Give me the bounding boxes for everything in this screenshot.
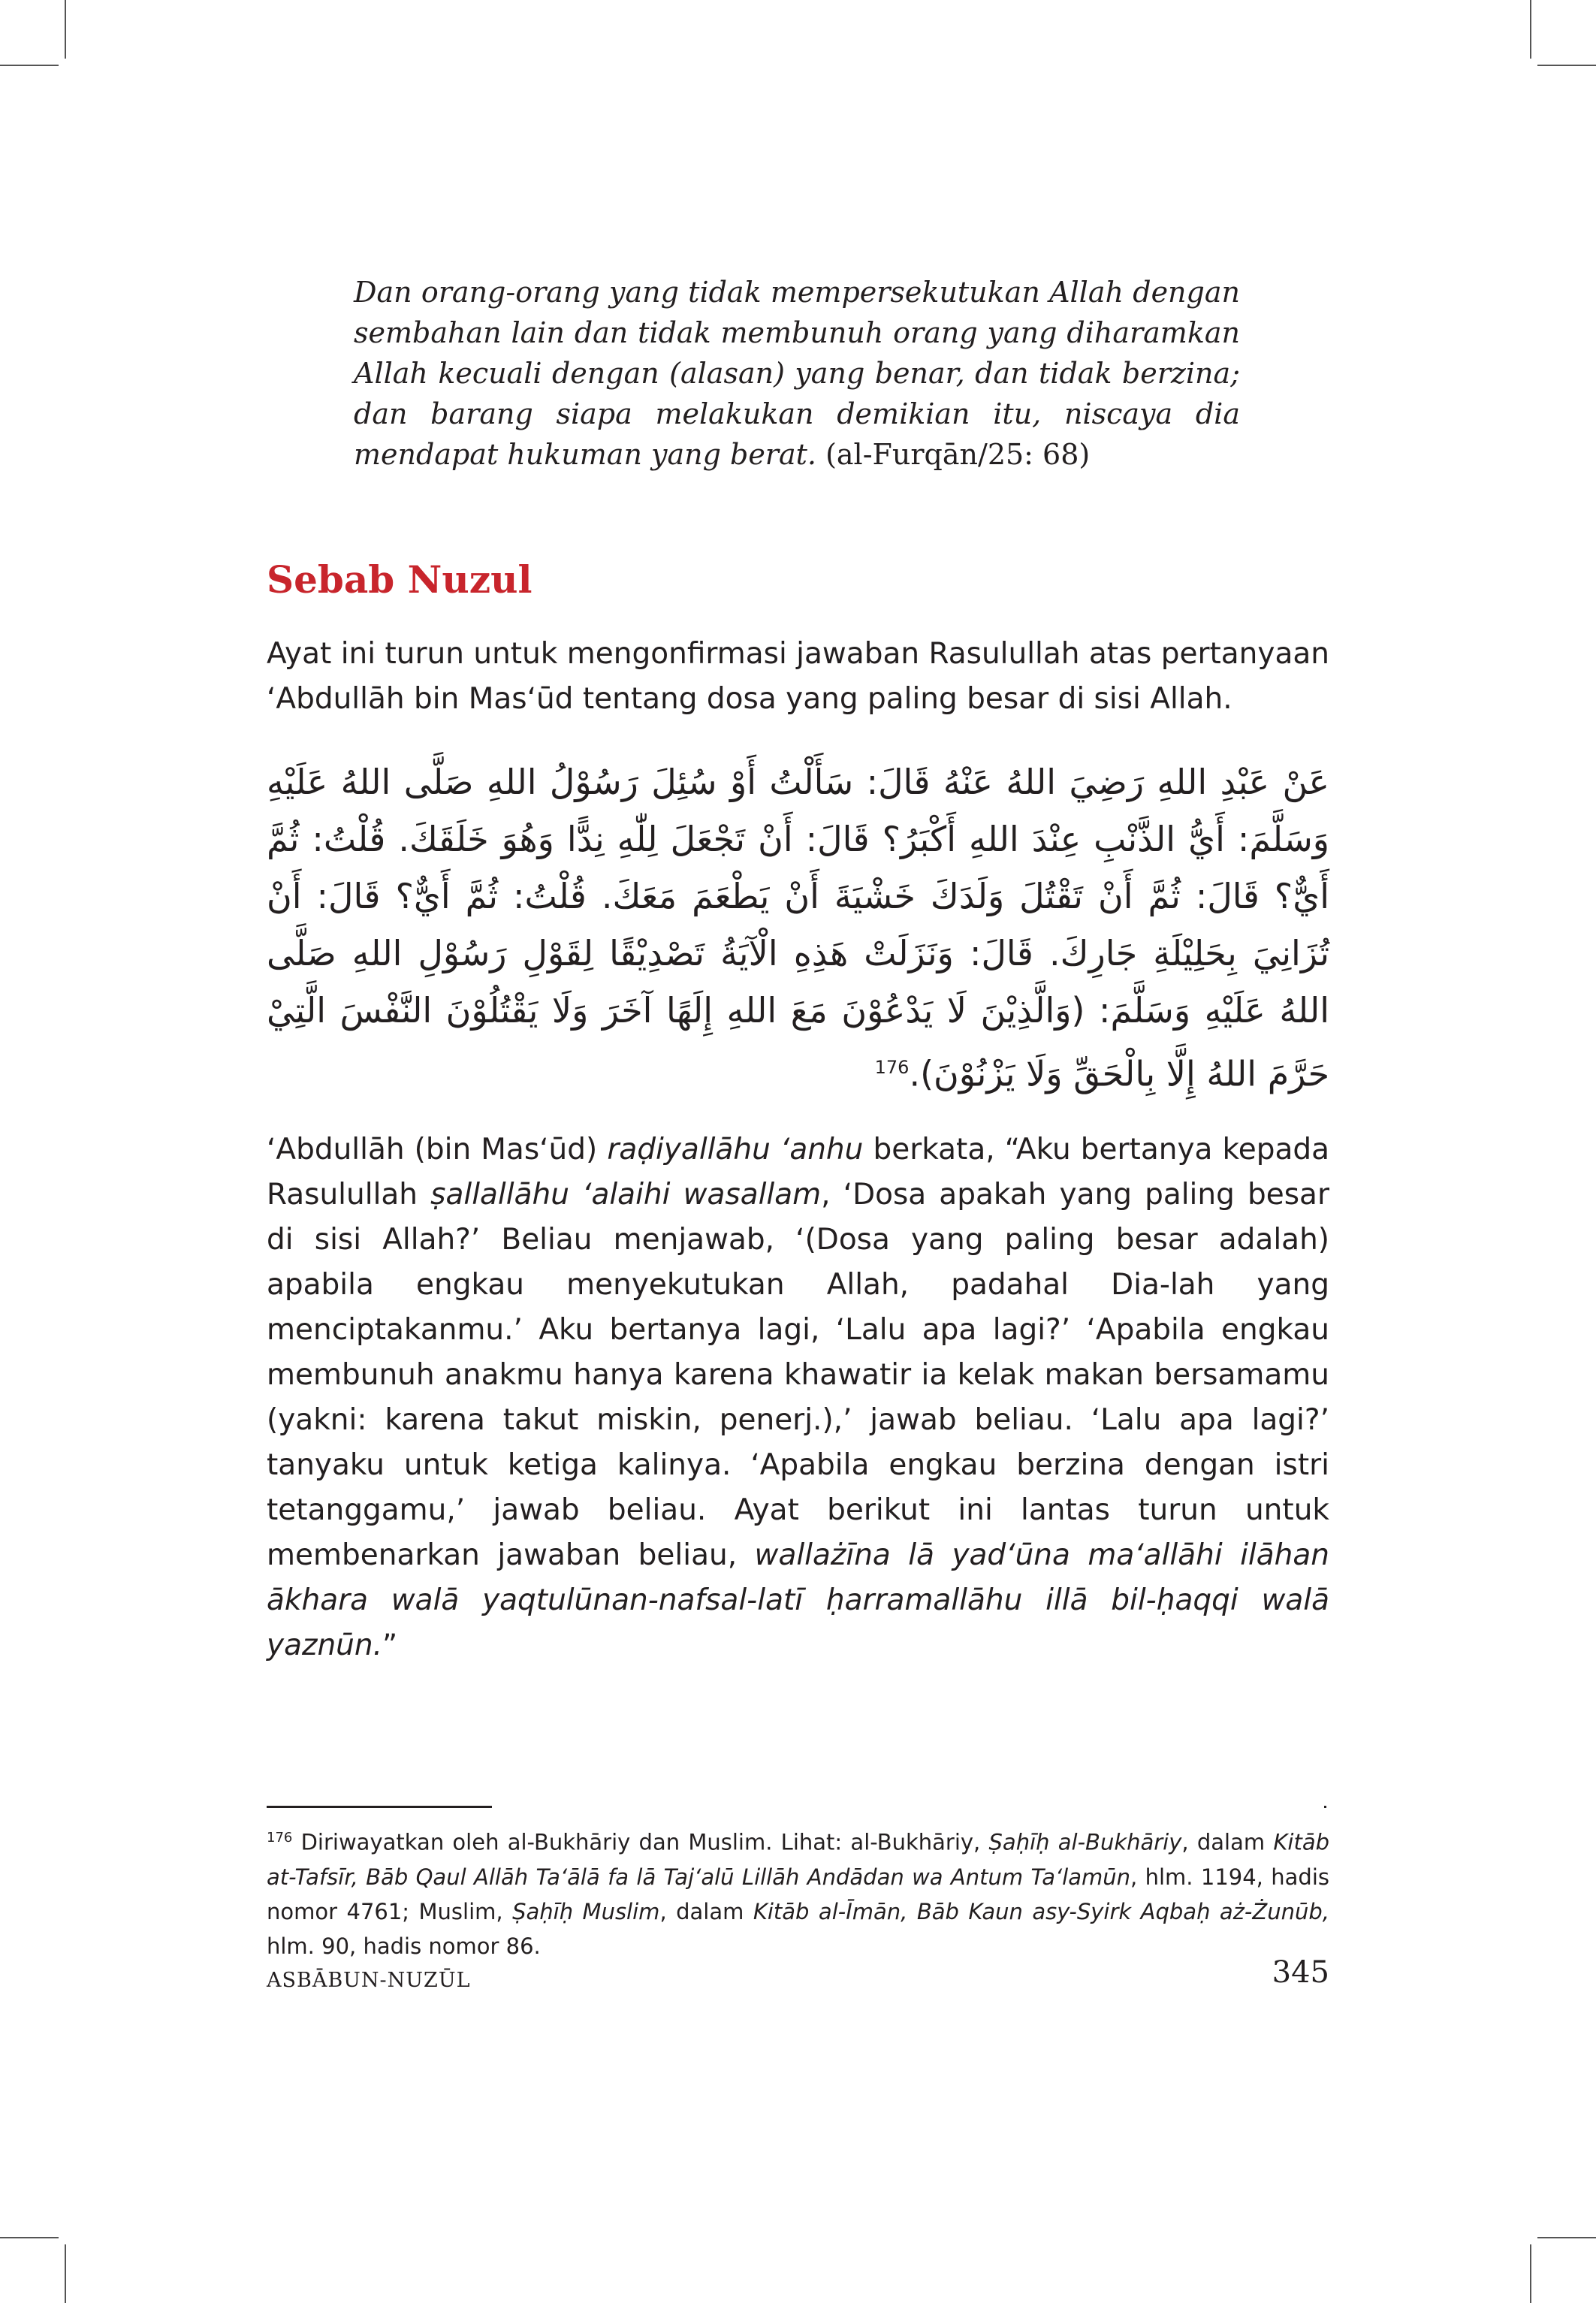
crop-mark: [1537, 2237, 1596, 2238]
footnote-reference[interactable]: 176: [874, 1057, 910, 1078]
quote-text: Dan orang-orang yang tidak mempersekutukan Allah dengan sembahan lain dan tidak membunuh orang yang diharamkan Allah kecuali dengan (alasan) yang benar, dan tidak berzina; dan barang siapa melakukan demikian itu, niscaya dia mendapat hukuman yang berat.: [354, 276, 1240, 471]
translation-text: berkata, “Aku bertanya kepada Rasulullah: [267, 1133, 1330, 1212]
footnote-separator-dot: [1324, 1806, 1326, 1808]
translation-italic: raḍiyallāhu ‘anhu: [607, 1133, 864, 1167]
arabic-hadith: [267, 753, 1329, 1102]
footnote-text: Diriwayatkan oleh al-Bukhāriy dan Muslim. Lihat: al-Bukhāriy,: [292, 1829, 989, 1855]
translation-text: ”: [382, 1628, 398, 1663]
footnote-italic: Kitāb at-Tafsīr, Bāb Qaul Allāh Ta‘ālā fa lā Taj‘alū Lillāh Andādan wa Antum Ta‘lamūn: [267, 1829, 1329, 1890]
footnote-text: hlm. 90, hadis nomor 86.: [267, 1933, 541, 1959]
crop-mark: [1537, 65, 1596, 66]
crop-mark: [0, 65, 59, 66]
arabic-hadith-text: عَنْ عَبْدِ اللهِ رَضِيَ اللهُ عَنْهُ قَالَ: سَأَلْتُ أَوْ سُئِلَ رَسُوْلُ اللهِ صَلَّى اللهُ عَلَيْهِ وَسَلَّمَ: أَيُّ الذَّنْبِ عِنْدَ اللهِ أَكْبَرُ؟ قَالَ: أَنْ تَجْعَلَ لِلّٰهِ نِدًّا وَهُوَ خَلَقَكَ. قُلْتُ: ثُمَّ أَيٌّ؟ قَالَ: ثُمَّ أَنْ تَقْتُلَ وَلَدَكَ خَشْيَةَ أَنْ يَطْعَمَ مَعَكَ. قُلْتُ: ثُمَّ أَيٌّ؟ قَالَ: أَنْ تُزَانِيَ بِحَلِيْلَةِ جَارِكَ. قَالَ: وَنَزَلَتْ هَذِهِ الْآيَةُ تَصْدِيْقًا لِقَوْلِ رَسُوْلِ اللهِ صَلَّى اللهُ عَلَيْهِ وَسَلَّمَ: (وَالَّذِيْنَ لَا يَدْعُوْنَ مَعَ اللهِ إِلَهًا آخَرَ وَلَا يَقْتُلُوْنَ النَّفْسَ الَّتِيْ حَرَّمَ اللهُ إِلَّا بِالْحَقِّ وَلَا يَزْنُوْنَ).: [267, 762, 1329, 1094]
footnote-italic: Kitāb al-Īmān, Bāb Kaun asy-Syirk Aqbaḥ aż-Żunūb,: [753, 1898, 1330, 1924]
quran-translation-quote: [354, 272, 1240, 475]
footnote: [267, 1821, 1329, 1963]
footnote-italic: Ṣaḥīḥ Muslim: [512, 1898, 660, 1924]
running-head: ASBĀBUN-NUZŪL: [267, 1969, 471, 1992]
crop-mark: [65, 2244, 66, 2303]
intro-paragraph: Ayat ini turun untuk mengonfirmasi jawaban Rasulullah atas pertanyaan ‘Abdullāh bin Mas‘ūd tentang dosa yang paling besar di sisi Allah.: [267, 637, 1329, 716]
translation-text: ‘Abdullāh (bin Mas‘ūd): [267, 1133, 608, 1167]
footnote-text: , hlm. 1194, hadis nomor 4761; Muslim,: [267, 1864, 1329, 1924]
footnote-text: , dalam: [659, 1898, 753, 1924]
footnote-italic: Ṣaḥīḥ al-Bukhāriy: [988, 1829, 1182, 1855]
quote-reference: (al-Furqān/25: 68): [825, 438, 1091, 471]
page-content: [267, 272, 1329, 1668]
translation-italic: wallażīna lā yad‘ūna ma‘allāhi ilāhan ākhara walā yaqtulūnan-nafsal-latī ḥarramallāhu illā bil-ḥaqqi walā yaznūn.: [267, 1538, 1329, 1663]
footnote-separator: [267, 1806, 492, 1808]
footnote-number: 176: [267, 1830, 293, 1846]
crop-mark: [0, 2237, 59, 2238]
translation-italic: ṣallallāhu ‘alaihi wasallam: [430, 1178, 822, 1212]
translation-text: , ‘Dosa apakah yang paling besar di sisi Allah?’ Beliau menjawab, ‘(Dosa yang paling besar adalah) apabila engkau menyekutukan Allah, padahal Dia-lah yang menciptakanmu.’ Aku bertanya lagi, ‘Lalu apa lagi?’ ‘Apabila engkau membunuh anakmu hanya karena khawatir ia kelak makan bersamamu (yakni: karena takut miskin, penerj.),’ jawab beliau. ‘Lalu apa lagi?’ tanyaku untuk ketiga kalinya. ‘Apabila engkau berzina dengan istri tetanggamu,’ jawab beliau. Ayat berikut ini lantas turun untuk membenarkan jawaban beliau,: [267, 1178, 1329, 1573]
crop-mark: [65, 0, 66, 59]
crop-mark: [1530, 0, 1531, 59]
section-heading: Sebab Nuzul: [267, 557, 533, 602]
hadith-translation: [267, 1127, 1329, 1668]
footnote-text: , dalam: [1181, 1829, 1274, 1855]
crop-mark: [1530, 2244, 1531, 2303]
page-number: 345: [1272, 1955, 1329, 1990]
